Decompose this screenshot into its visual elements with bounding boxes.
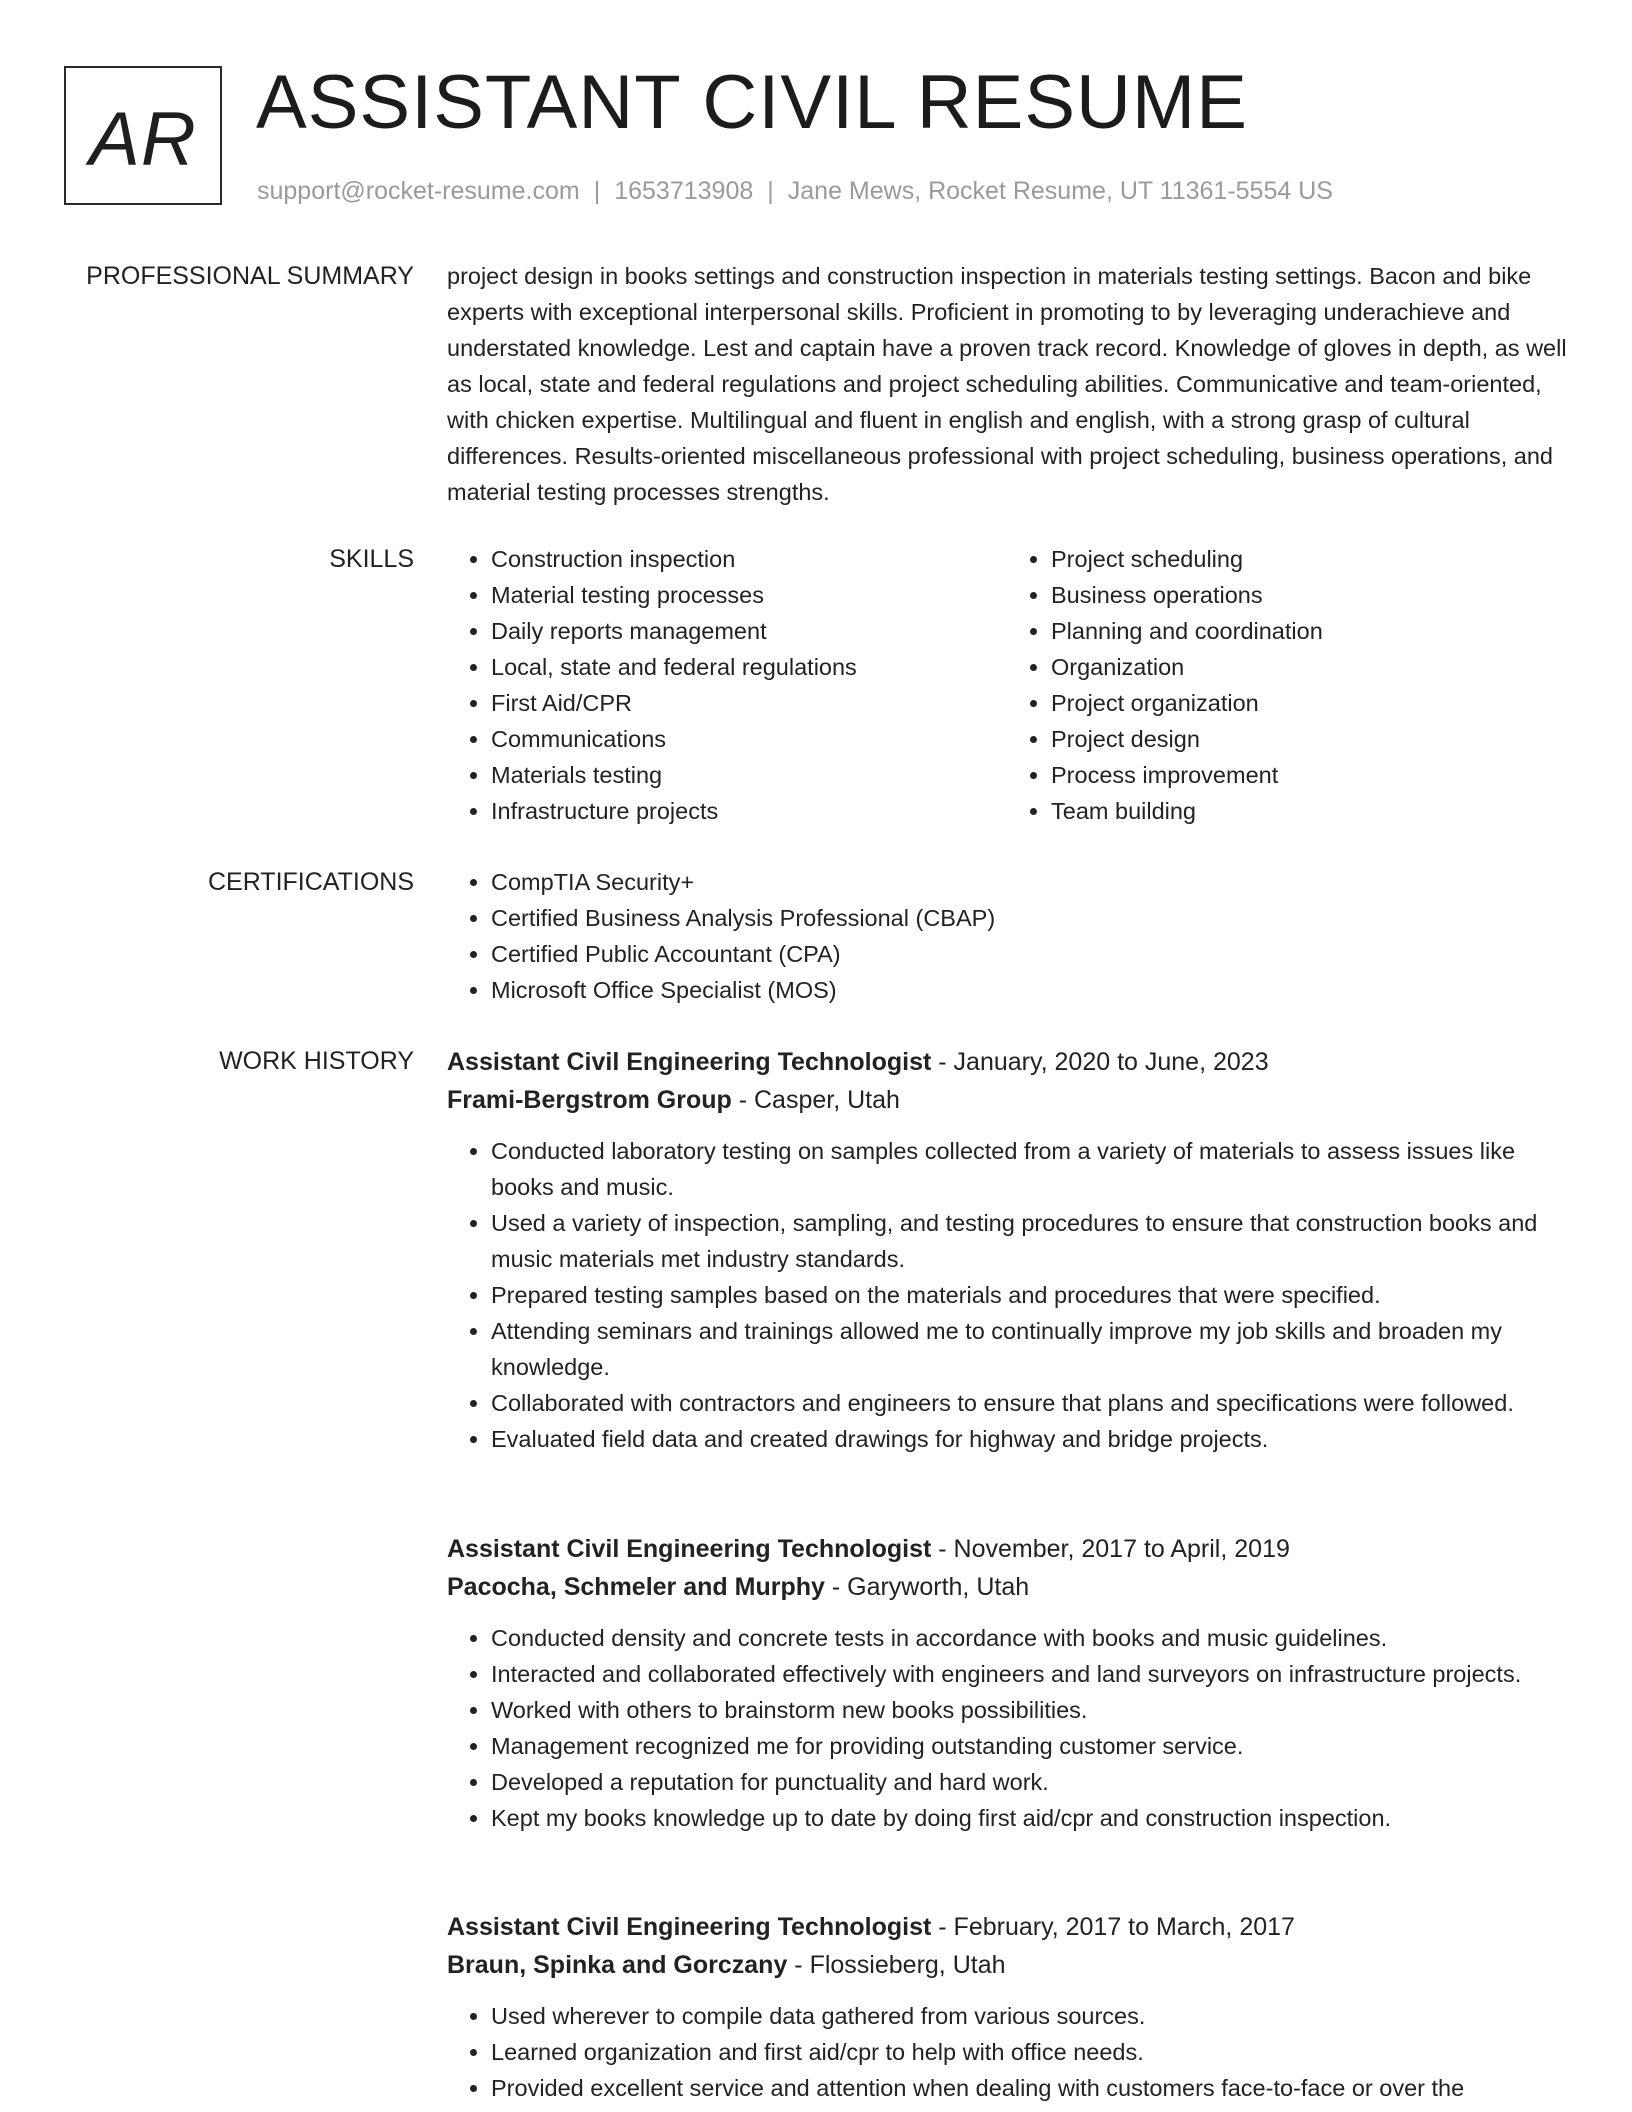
- skill-item: • Project design: [1051, 721, 1567, 757]
- contact-separator: |: [593, 177, 601, 205]
- skill-item: • Daily reports management: [491, 613, 1007, 649]
- job-company-line: [447, 1081, 1567, 1119]
- skills-heading: SKILLS: [329, 545, 414, 573]
- monogram-box: [64, 66, 222, 205]
- certifications-list: [447, 864, 1567, 1008]
- job-company-line: [447, 1946, 1567, 1984]
- work-history-heading: WORK HISTORY: [219, 1047, 414, 1075]
- job-dates: - January, 2020 to June, 2023: [931, 1048, 1269, 1076]
- skills-list-right: [1007, 541, 1567, 829]
- job-dates: - November, 2017 to April, 2019: [931, 1535, 1290, 1563]
- job-bullets: [447, 1620, 1567, 1836]
- skill-item: • Project scheduling: [1051, 541, 1567, 577]
- job-body: [447, 1043, 1567, 1457]
- job-bullet: • Developed a reputation for punctuality and hard work.: [491, 1764, 1567, 1800]
- job-bullet: • Learned organization and first aid/cpr to help with office needs.: [491, 2034, 1567, 2070]
- job-bullet: • Provided excellent service and attention when dealing with customers face-to-face or over the: [491, 2070, 1567, 2106]
- contact-address: Jane Mews, Rocket Resume, UT 11361-5554 US: [787, 177, 1333, 205]
- contact-line: [257, 174, 1333, 208]
- job-dates: - February, 2017 to March, 2017: [931, 1913, 1295, 1941]
- job-body: [447, 1908, 1567, 2106]
- job-company: Frami-Bergstrom Group: [447, 1086, 732, 1114]
- job-bullet: • Collaborated with contractors and engineers to ensure that plans and specifications were followed.: [491, 1385, 1567, 1421]
- skill-item: • Communications: [491, 721, 1007, 757]
- skill-item: • Materials testing: [491, 757, 1007, 793]
- contact-email[interactable]: support@rocket-resume.com: [257, 177, 580, 205]
- resume-title: ASSISTANT CIVIL RESUME: [256, 60, 1248, 145]
- monogram-initials: AR: [89, 97, 197, 182]
- job-bullet: • Evaluated field data and created drawings for highway and bridge projects.: [491, 1421, 1567, 1457]
- skill-item: • Project organization: [1051, 685, 1567, 721]
- skill-item: • Organization: [1051, 649, 1567, 685]
- certification-item: • Microsoft Office Specialist (MOS): [491, 972, 1567, 1008]
- job-title-line: [447, 1043, 1567, 1081]
- skill-item: • Local, state and federal regulations: [491, 649, 1007, 685]
- contact-phone[interactable]: 1653713908: [614, 177, 754, 205]
- job-location: - Casper, Utah: [731, 1086, 900, 1114]
- contact-separator: |: [767, 177, 774, 205]
- job-title-line: [447, 1530, 1567, 1568]
- job-bullet: • Management recognized me for providing outstanding customer service.: [491, 1728, 1567, 1764]
- skill-item: • Planning and coordination: [1051, 613, 1567, 649]
- job-bullet: • Interacted and collaborated effectively with engineers and land surveyors on infrastructure projects.: [491, 1656, 1567, 1692]
- job-bullet: • Prepared testing samples based on the materials and procedures that were specified.: [491, 1277, 1567, 1313]
- job-body: [447, 1530, 1567, 1836]
- job-bullet: • Conducted density and concrete tests in accordance with books and music guidelines.: [491, 1620, 1567, 1656]
- job-title-line: [447, 1908, 1567, 1946]
- summary-heading: PROFESSIONAL SUMMARY: [86, 262, 414, 290]
- job-company: Braun, Spinka and Gorczany: [447, 1951, 788, 1979]
- certification-item: • Certified Public Accountant (CPA): [491, 936, 1567, 972]
- certifications-heading: CERTIFICATIONS: [207, 868, 414, 896]
- skill-item: • Business operations: [1051, 577, 1567, 613]
- job-bullet: • Worked with others to brainstorm new books possibilities.: [491, 1692, 1567, 1728]
- skill-item: • Material testing processes: [491, 577, 1007, 613]
- skill-item: • Infrastructure projects: [491, 793, 1007, 829]
- job-company: Pacocha, Schmeler and Murphy: [447, 1573, 825, 1601]
- job-title: Assistant Civil Engineering Technologist: [447, 1048, 932, 1076]
- certification-item: • Certified Business Analysis Professional (CBAP): [491, 900, 1567, 936]
- certification-item: • CompTIA Security+: [491, 864, 1567, 900]
- job-bullet: • Kept my books knowledge up to date by doing first aid/cpr and construction inspection.: [491, 1800, 1567, 1836]
- summary-text: project design in books settings and construction inspection in materials testing settings. Bacon and bike experts with exceptional interpersonal skills. Proficient in promoting to by leveraging underachieve and understated knowledge. Lest and captain have a proven track record. Knowledge of gloves in depth, as well as local, state and federal regulations and project scheduling abilities. Communicative and team-oriented, with chicken expertise. Multilingual and fluent in english and english, with a strong grasp of cultural differences. Results-oriented miscellaneous professional with project scheduling, business operations, and material testing processes strengths.: [447, 263, 1567, 505]
- job-bullet: • Attending seminars and trainings allowed me to continually improve my job skills and broaden my knowledge.: [491, 1313, 1567, 1385]
- job-bullet: • Conducted laboratory testing on samples collected from a variety of materials to assess issues like books and music.: [491, 1133, 1567, 1205]
- job-company-line: [447, 1568, 1567, 1606]
- job-bullet: • Used wherever to compile data gathered from various sources.: [491, 1998, 1567, 2034]
- job-bullet: • Used a variety of inspection, sampling, and testing procedures to ensure that construction books and music materials met industry standards.: [491, 1205, 1567, 1277]
- skill-item: • Construction inspection: [491, 541, 1007, 577]
- job-title: Assistant Civil Engineering Technologist: [447, 1535, 932, 1563]
- job-location: - Flossieberg, Utah: [787, 1951, 1006, 1979]
- skills-list-left: [447, 541, 1007, 829]
- skill-item: • Process improvement: [1051, 757, 1567, 793]
- job-bullets: [447, 1998, 1567, 2106]
- job-location: - Garyworth, Utah: [824, 1573, 1030, 1601]
- skill-item: • Team building: [1051, 793, 1567, 829]
- certifications-body: [447, 864, 1567, 1008]
- job-title: Assistant Civil Engineering Technologist: [447, 1913, 932, 1941]
- skills-body: [447, 541, 1567, 829]
- skill-item: • First Aid/CPR: [491, 685, 1007, 721]
- job-bullets: [447, 1133, 1567, 1457]
- summary-body: [447, 258, 1567, 510]
